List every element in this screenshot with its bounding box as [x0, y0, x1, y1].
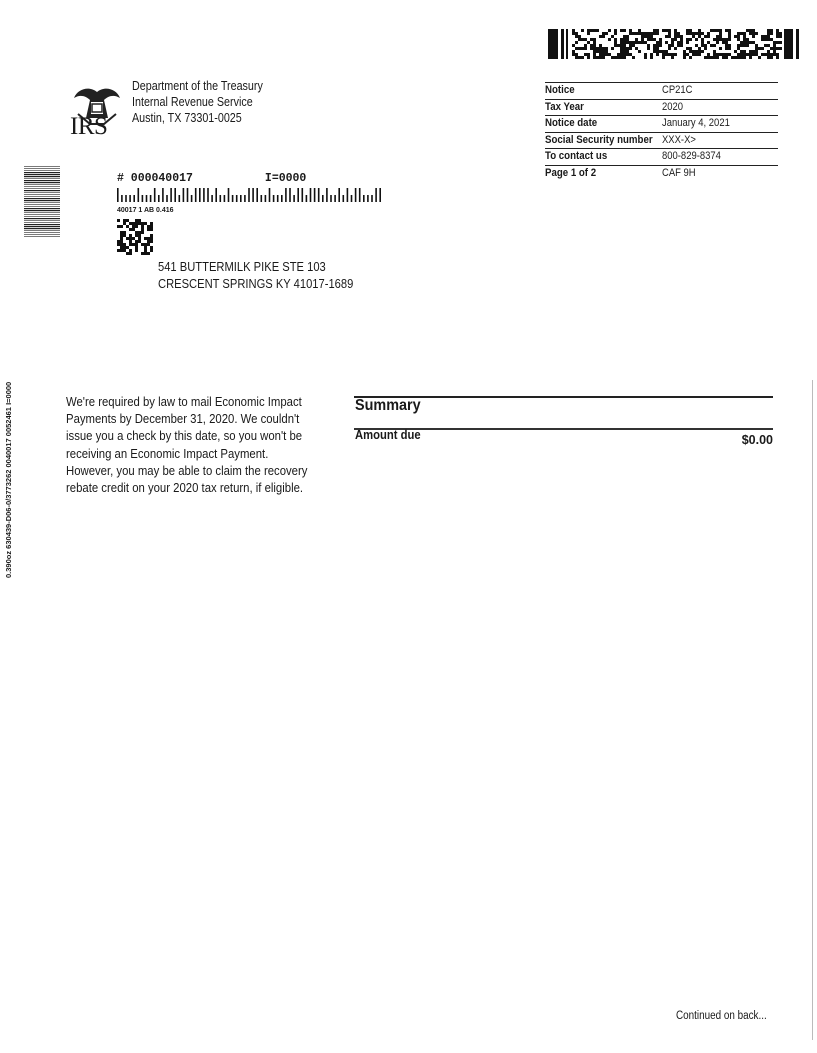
agency-line-2: Internal Revenue Service: [132, 95, 253, 109]
scan-edge-line: [812, 380, 813, 1040]
amount-due-label: Amount due: [355, 428, 421, 442]
taxpayer-id-number: # 000040017: [117, 172, 193, 185]
notice-body-text: We're required by law to mail Economic Impact Payments by December 31, 2020. We couldn't issue you a check by this date, so you won't be receiving an Economic Impact Payment. However, you may be able to claim the recovery rebate credit on your 2020 tax return, if eligible.: [66, 394, 308, 496]
notice-barcode: [548, 27, 804, 61]
tax-year-value: 2020: [662, 100, 684, 113]
agency-line-3: Austin, TX 73301-0025: [132, 111, 242, 125]
mail-id-line: [117, 172, 306, 185]
address-line-2: CRESCENT SPRINGS KY 41017-1689: [158, 276, 354, 291]
contact-label: To contact us: [545, 150, 608, 162]
mail-sort-code: 40017 1 AB 0.416: [117, 207, 174, 214]
continued-note: Continued on back...: [676, 1010, 767, 1022]
left-margin-barcode: [24, 166, 60, 238]
agency-address: [132, 78, 263, 126]
notice-date-label: Notice date: [545, 117, 598, 129]
qr-code-icon: [117, 219, 153, 255]
ssn-value: XXX-X>: [662, 133, 696, 146]
ssn-row: [545, 132, 778, 149]
amount-due-value: $0.00: [741, 433, 773, 447]
mailing-address: [158, 258, 353, 292]
notice-row: [545, 82, 778, 99]
notice-date-row: [545, 115, 778, 132]
postal-barcode: [117, 186, 387, 204]
tax-year-label: Tax Year: [545, 100, 584, 113]
notice-info-table: [545, 82, 778, 181]
ssn-label: Social Security number: [545, 133, 653, 146]
summary-heading: Summary: [355, 397, 421, 414]
agency-line-1: Department of the Treasury: [132, 79, 263, 93]
page-row: [545, 165, 778, 182]
caf-value: CAF 9H: [662, 166, 696, 179]
contact-value: 800-829-8374: [662, 150, 721, 162]
irs-logo-text: IRS: [70, 113, 108, 140]
side-tracking-code: 0.390oz 630439-D06-0/3773262 0040017 0052461 I=0000: [4, 381, 13, 578]
i-code: I=0000: [264, 172, 307, 185]
notice-date-value: January 4, 2021: [662, 117, 730, 129]
page-label: Page 1 of 2: [545, 166, 597, 179]
tax-year-row: [545, 99, 778, 116]
contact-row: [545, 148, 778, 165]
notice-label: Notice: [545, 84, 575, 96]
notice-value: CP21C: [662, 84, 693, 96]
address-line-1: 541 BUTTERMILK PIKE STE 103: [158, 259, 326, 274]
